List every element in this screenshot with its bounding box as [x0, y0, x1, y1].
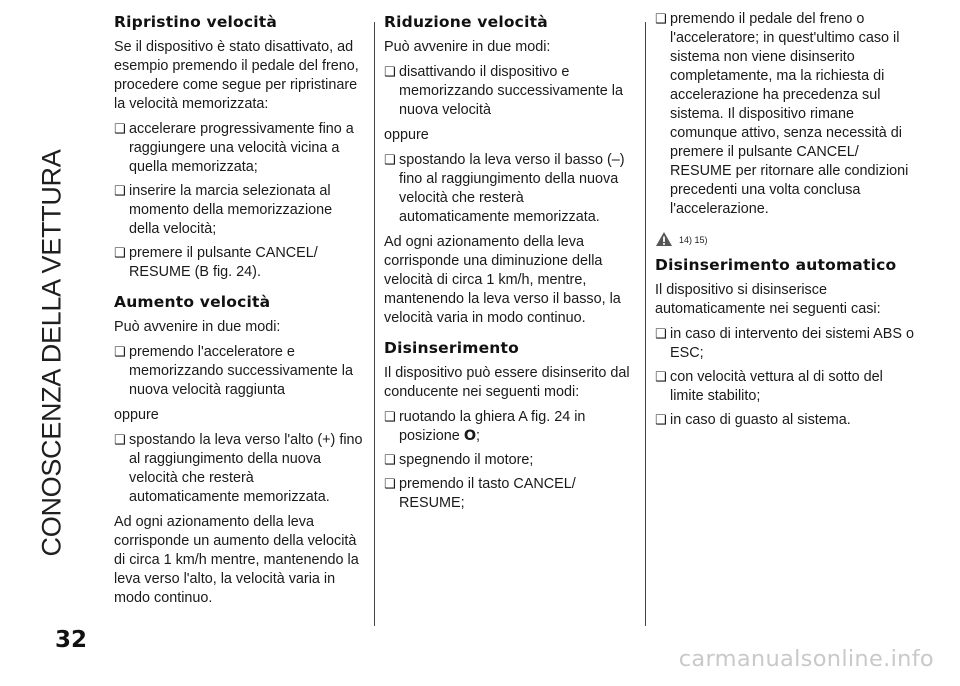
list-item: [384, 408, 638, 446]
heading-decrease-speed: Riduzione velocità: [384, 13, 548, 31]
list-item: ❑ premendo il pedale del freno o l'acceleratore; in quest'ultimo caso il sistema non viene disinserito completamente, ma la richiesta di accelerazione ha precedenza sul sistema. Il dispositivo rimane comunque attivo, senza necessità di premere il pulsante CANCEL/ RESUME per ritornare alle condizioni precedenti una volta conclusa l'accelerazione.: [655, 10, 917, 219]
auto-intro: Il dispositivo si disinserisce automaticamente nei seguenti casi:: [655, 282, 881, 317]
increase-outro: Ad ogni azionamento della leva corrisponde un aumento della velocità di circa 1 km/h mentre, mantenendo la leva verso l'alto, la velocità varia in modo continuo.: [114, 514, 359, 606]
restore-list: [114, 120, 366, 282]
list-item: ❑ spostando la leva verso il basso (–) fino al raggiungimento della nuova velocità che resterà automaticamente memorizzata.: [384, 151, 638, 227]
oppure-text: oppure: [114, 407, 159, 423]
restore-intro: Se il dispositivo è stato disattivato, ad esempio premendo il pedale del freno, procedere come segue per ripristinare la velocità memorizzata:: [114, 39, 359, 112]
page-number: 32: [55, 627, 88, 653]
list-item: ❑ accelerare progressivamente fino a raggiungere una velocità vicina a quella memorizzata;: [114, 120, 366, 177]
list-item: ❑ inserire la marcia selezionata al momento della memorizzazione della velocità;: [114, 182, 366, 239]
column-divider: [645, 22, 646, 626]
ring-position-symbol: O: [463, 428, 477, 444]
heading-increase-speed: Aumento velocità: [114, 293, 271, 311]
decrease-list-1: [384, 63, 638, 120]
disable-list: [384, 408, 638, 513]
list-item: ❑ in caso di guasto al sistema.: [655, 411, 917, 430]
list-item: ❑ in caso di intervento dei sistemi ABS o ESC;: [655, 325, 917, 363]
heading-restore-speed: Ripristino velocità: [114, 13, 278, 31]
disable-intro: Il dispositivo può essere disinserito dal conducente nei seguenti modi:: [384, 365, 630, 400]
oppure-text: oppure: [384, 127, 429, 143]
increase-list-1: [114, 343, 366, 400]
watermark: carmanualsonline.info: [678, 646, 934, 672]
auto-list: [655, 325, 917, 430]
list-item-text: ruotando la ghiera A fig. 24 in posizione: [399, 409, 586, 444]
column-2: [384, 10, 638, 519]
increase-intro: Può avvenire in due modi:: [114, 319, 281, 335]
decrease-outro: Ad ogni azionamento della leva corrisponde una diminuzione della velocità di circa 1 km/h, mentre, mantenendo la leva verso il basso, la velocità varia in modo continuo.: [384, 234, 621, 326]
decrease-intro: Può avvenire in due modi:: [384, 39, 551, 55]
list-item: ❑ premendo il tasto CANCEL/ RESUME;: [384, 475, 638, 513]
warning-triangle-icon: [655, 231, 673, 247]
list-item: ❑ disattivando il dispositivo e memorizzando successivamente la nuova velocità: [384, 63, 638, 120]
side-section-title-text: CONOSCENZA DELLA VETTURA: [36, 149, 67, 557]
disable-list-continued: [655, 10, 917, 219]
column-divider: [374, 22, 375, 626]
list-item: ❑ premendo l'acceleratore e memorizzando successivamente la nuova velocità raggiunta: [114, 343, 366, 400]
list-item: ❑ spegnendo il motore;: [384, 451, 638, 470]
decrease-list-2: [384, 151, 638, 227]
heading-auto-disable: Disinserimento automatico: [655, 256, 897, 274]
column-3: [655, 10, 917, 436]
list-item: ❑ spostando la leva verso l'alto (+) fino al raggiungimento della nuova velocità che resterà automaticamente memorizzata.: [114, 431, 366, 507]
column-1: [114, 10, 366, 614]
list-item: ❑ con velocità vettura al di sotto del limite stabilito;: [655, 368, 917, 406]
list-item-end: ;: [476, 428, 481, 444]
heading-disable: Disinserimento: [384, 339, 520, 357]
list-item: ❑ premere il pulsante CANCEL/ RESUME (B fig. 24).: [114, 244, 366, 282]
warning-reference: [655, 225, 917, 247]
increase-list-2: [114, 431, 366, 507]
warning-refs: 14) 15): [679, 235, 708, 245]
